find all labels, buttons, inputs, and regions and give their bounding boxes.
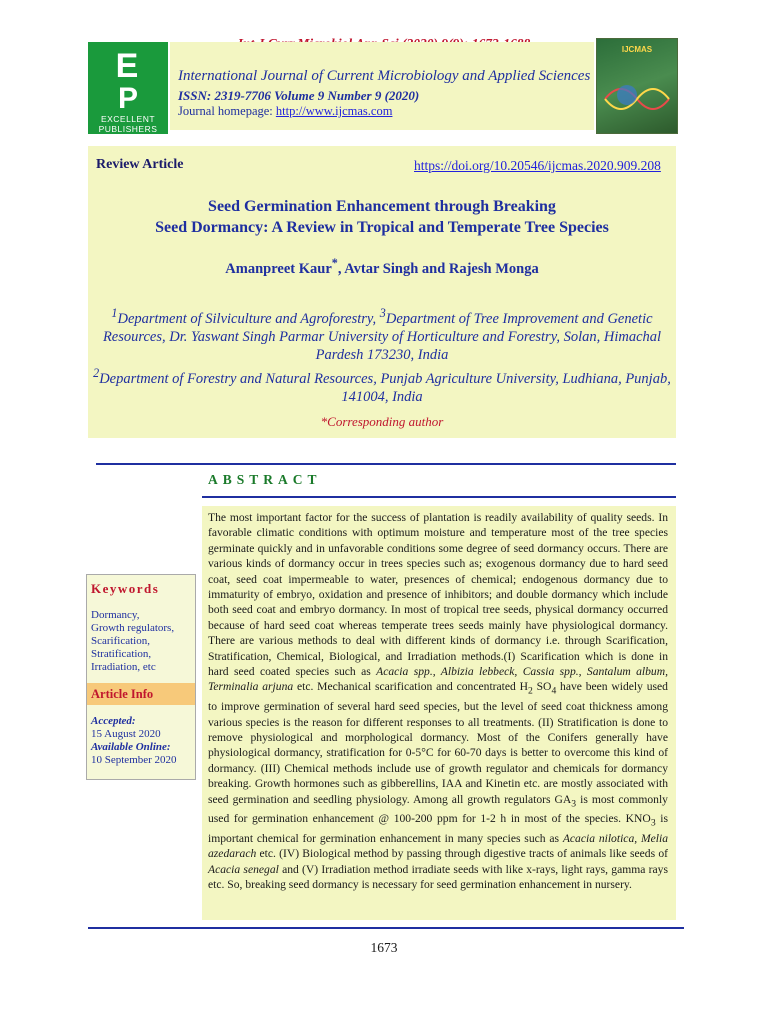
issn-line: ISSN: 2319-7706 Volume 9 Number 9 (2020) [178, 88, 420, 103]
divider-bottom [88, 927, 684, 929]
abstract-segment: and (V) Irradiation method irradiate seeds with like x-rays, light rays, gamma rays etc. So, breaking seed dormancy is necessary for seed germination enhancement in nursery. [208, 862, 668, 892]
author-first: Amanpreet Kaur [225, 260, 332, 277]
doi-link[interactable]: https://doi.org/10.20546/ijcmas.2020.909.208 [414, 158, 661, 173]
abstract-segment: is important chemical for germination enhancement in many species such as [208, 812, 668, 846]
keyword-item: Dormancy, [91, 609, 140, 621]
abstract-subscript: 3 [650, 817, 656, 829]
keyword-item: Stratification, [91, 648, 152, 660]
title-line-2: Seed Dormancy: A Review in Tropical and Temperate Tree Species [155, 219, 609, 236]
abstract-species: Acacia nilotica, Melia azedarach [208, 832, 668, 861]
article-info-heading: Article Info [91, 687, 154, 701]
article-info-bar [87, 683, 195, 705]
logo-text-excellent: EXCELLENT [100, 114, 156, 124]
abstract-segment: etc. Mechanical scarification and concentrated H [293, 680, 528, 694]
keyword-item: Scarification, [91, 635, 150, 647]
keyword-item: Growth regulators, [91, 622, 175, 634]
abstract-subscript: 4 [551, 685, 557, 697]
affiliations [88, 304, 676, 406]
affil-3-mark: 3 [379, 306, 386, 320]
keywords-list [91, 609, 174, 674]
abstract-subscript: 3 [571, 797, 577, 809]
author-list [88, 256, 676, 278]
cover-title: IJCMAS [621, 45, 653, 54]
article-sidebar [86, 574, 196, 780]
accepted-date: 15 August 2020 [91, 728, 161, 740]
title-line-1: Seed Germination Enhancement through Breaking [208, 198, 556, 215]
journal-masthead [170, 42, 594, 130]
abstract-heading: ABSTRACT [208, 472, 322, 487]
article-type: Review Article [96, 157, 184, 172]
dna-helix-icon [597, 39, 677, 133]
abstract-species: Acacia senegal [208, 862, 279, 876]
abstract-box [202, 506, 676, 920]
publisher-logo [88, 42, 168, 134]
journal-cover-image [596, 38, 678, 134]
logo-text-publishers: PUBLISHERS [98, 124, 158, 134]
logo-letter-e: E [115, 47, 141, 85]
abstract-segment: have been widely used to improve germination of several hard seed species, but the level of seed coat thickness among various species is the reason for different responses to all treatments. (II) Stratification is done to remove physiological and morphological dormancy. Most of the Conifers generally have physiological dormancy, stratification for 0-5°C for 60-70 days is better to overcome this kind of dormancy. (III) Chemical methods include use of growth regulator and chemicals for dormancy breaking. Growth hormones such as gibberellins, IAA and Kinetin etc. are mostly associated with seed germination and seedling physiology. Among all growth regulators GA [208, 680, 668, 806]
affiliation-1 [88, 304, 676, 364]
available-online-date: 10 September 2020 [91, 754, 177, 766]
abstract-segment: SO [532, 680, 552, 694]
abstract-segment: etc. (IV) Biological method by passing through digestive tracts of animals like seeds of [256, 847, 668, 861]
logo-letter-p: P [117, 82, 138, 115]
homepage-link[interactable]: http://www.ijcmas.com [275, 104, 393, 118]
abstract-subscript: 2 [528, 685, 533, 697]
homepage-line [178, 104, 392, 119]
divider-abstract [202, 496, 676, 498]
article-title [88, 196, 676, 238]
affil-2-text: Department of Forestry and Natural Resources, Punjab Agriculture University, Ludhiana, Punjab, 141004, India [99, 370, 671, 405]
doi-line [414, 158, 661, 174]
page-number: 1673 [370, 940, 398, 955]
affil-1-text: Department of Silviculture and Agroforestry, [117, 310, 380, 327]
author-rest: , Avtar Singh and Rajesh Monga [337, 260, 539, 277]
abstract-text [208, 510, 668, 893]
homepage-label: Journal homepage: [178, 104, 276, 118]
abstract-segment: The most important factor for the success of plantation is readily availability of quality seeds. In favorable climatic conditions with optimum moisture and temperature most of the tree species germinate quickly and in unfavorable conditions some degree of seed dormancy occurs. There are various kinds of dormancy occur in trees species such as; exogenous dormancy due to hard seed coat, seed coat impermeable to water, presences of chemical; endogenous dormancy due to immaturity of embryo, oxidation and presence of inhibitors; and double dormancy which include both seed coat and embryo dormancy. In most of tropical tree seeds, physical dormancy occurred because of hard seed coat whereas temperate trees seeds mainly have physiological dormancy. There are various methods to deal with different kinds of dormancy i.e. through Scarification, Stratification, Chemical, Biological, and Irradiation methods.(I) Scarification which is done in hard seed coated species such as [208, 511, 668, 679]
journal-name: International Journal of Current Microbiology and Applied Sciences [178, 68, 591, 84]
article-info-content [91, 715, 177, 767]
affiliation-2 [88, 364, 676, 406]
accepted-label: Accepted: [91, 715, 136, 727]
author-mark: * [331, 256, 338, 270]
abstract-species: Acacia spp., Albizia lebbeck, Cassia spp., Santalum album, Terminalia arjuna [208, 665, 668, 694]
affil-2-mark: 2 [93, 365, 100, 380]
abstract-segment: is most commonly used for germination enhancement @ 100-200 ppm for 1-2 h in most of the species. KNO [208, 792, 668, 826]
corresponding-author-note: *Corresponding author [320, 414, 444, 429]
affil-1-mark: 1 [111, 306, 118, 320]
keyword-item: Irradiation, etc [91, 661, 156, 673]
divider-top [96, 463, 676, 465]
affil-3-text: Department of Tree Improvement and Genetic Resources, Dr. Yaswant Singh Parmar University of Horticulture and Forestry, Solan, Himachal Pardesh 173230, India [102, 310, 662, 363]
available-online-label: Available Online: [91, 741, 171, 753]
keywords-heading: Keywords [91, 581, 160, 596]
